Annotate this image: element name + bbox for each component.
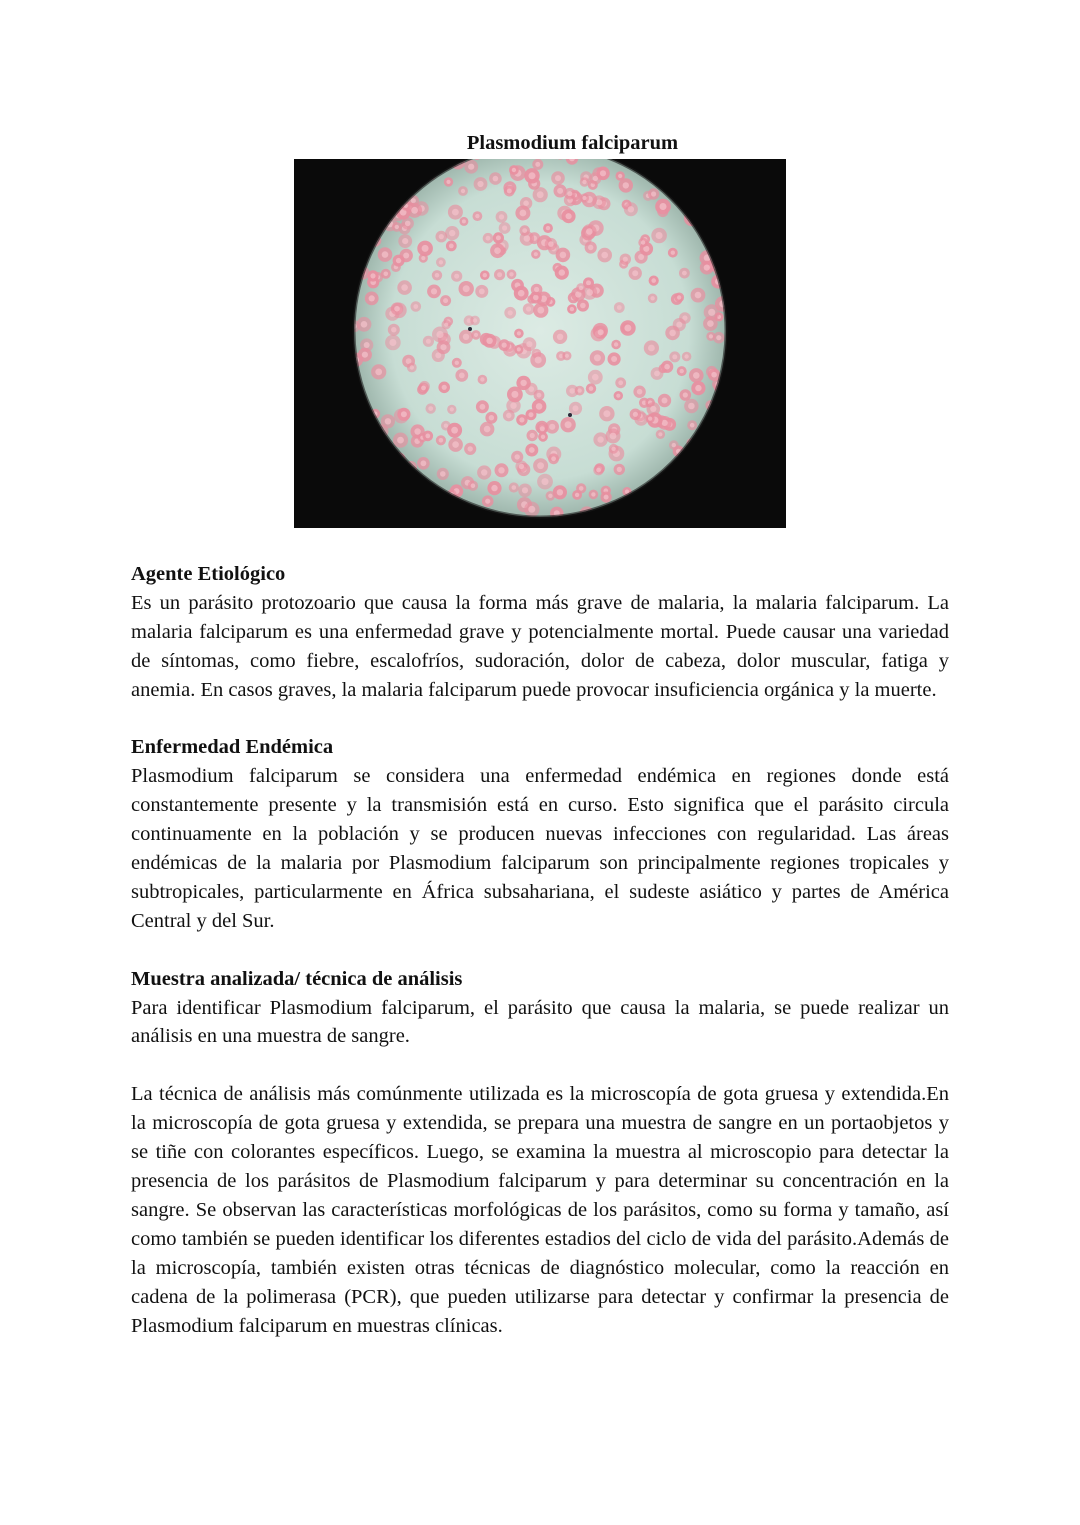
- cell-center: [546, 226, 550, 230]
- cell-center: [617, 305, 622, 310]
- cell-center: [512, 168, 516, 172]
- cell-center: [522, 228, 527, 233]
- cell-center: [450, 407, 454, 411]
- section-heading-endemica: Enfermedad Endémica: [131, 736, 334, 759]
- cell-center: [362, 352, 368, 358]
- cell-center: [507, 189, 512, 194]
- cell-center: [515, 454, 520, 459]
- cell-center: [569, 388, 575, 394]
- cell-center: [528, 506, 535, 513]
- cell-center: [395, 225, 399, 229]
- cell-center: [704, 265, 710, 271]
- cell-center: [442, 385, 447, 390]
- cell-center: [618, 174, 622, 178]
- cell-center: [473, 318, 477, 322]
- cell-center: [444, 424, 448, 428]
- cell-center: [565, 354, 569, 358]
- document-body: [131, 560, 949, 1340]
- cell-center: [517, 331, 521, 335]
- blood-smear-figure: [294, 159, 786, 528]
- cell-center: [662, 398, 668, 404]
- cell-center: [617, 467, 622, 472]
- cell-center: [526, 341, 532, 347]
- cell-center: [597, 436, 603, 442]
- cell-center: [529, 412, 534, 417]
- cell-center: [575, 493, 579, 497]
- cell-center: [439, 234, 444, 239]
- cell-center: [403, 253, 409, 259]
- cell-center: [708, 309, 715, 316]
- cell-center: [484, 426, 491, 433]
- cell-center: [598, 329, 604, 335]
- cell-center: [375, 369, 382, 376]
- cell-center: [421, 256, 425, 260]
- cell-center: [582, 196, 586, 200]
- paragraph-endemica: Plasmodium falciparum se considera una enfermedad endémica en regiones donde está constantemente presente y la transmisión está en curso. Esto significa que el parásito circula continuamente en la población y se producen nuevas infecciones con regularidad. Las áreas endémicas de la malaria por Plasmodium falciparum son principalmente regiones tropicales y subtropicales, particularmente en África subsahariana, el sudeste asiático y partes de América Central y del Sur.: [131, 765, 949, 932]
- cell-center: [604, 495, 609, 500]
- paragraph-muestra-intro: Para identificar Plasmodium falciparum, el parásito que causa la malaria, se puede realizar un análisis en una muestra de sangre.: [131, 996, 949, 1048]
- cell-center: [579, 286, 583, 290]
- section-heading-muestra: Muestra analizada/ técnica de análisis: [131, 967, 463, 990]
- cell-center: [672, 354, 677, 359]
- cell-center: [541, 435, 545, 439]
- cell-center: [637, 389, 643, 395]
- cell-center: [660, 203, 667, 210]
- cell-center: [443, 298, 448, 303]
- cell-center: [611, 447, 615, 451]
- cell-center: [624, 325, 631, 332]
- cell-center: [440, 471, 446, 477]
- cell-center: [548, 241, 554, 247]
- cell-center: [566, 213, 572, 219]
- cell-center: [682, 271, 687, 276]
- cell-center: [509, 272, 513, 276]
- cell-center: [534, 287, 539, 292]
- cell-center: [435, 273, 440, 278]
- cell-center: [530, 433, 535, 438]
- cell-center: [535, 357, 542, 364]
- cell-center: [519, 464, 524, 469]
- cell-center: [648, 417, 652, 421]
- cell-center: [522, 487, 528, 493]
- cell-center: [411, 207, 418, 214]
- cell-center: [449, 230, 455, 236]
- cell-center: [651, 191, 656, 196]
- cell-center: [548, 494, 552, 498]
- cell-center: [651, 278, 656, 283]
- page-title: Plasmodium falciparum: [466, 132, 679, 154]
- cell-center: [455, 361, 459, 365]
- cell-center: [391, 327, 396, 332]
- cell-center: [560, 252, 567, 259]
- cell-center: [480, 404, 486, 410]
- cell-center: [684, 354, 688, 358]
- cell-center: [690, 423, 695, 428]
- cell-center: [489, 415, 494, 420]
- cell-center: [497, 272, 502, 277]
- cell-center: [677, 295, 681, 299]
- cell-center: [440, 344, 446, 350]
- cell-center: [405, 221, 411, 227]
- cell-center: [463, 334, 469, 340]
- cell-center: [535, 162, 540, 167]
- cell-center: [382, 251, 389, 258]
- cell-center: [494, 247, 501, 254]
- cell-center: [592, 374, 599, 381]
- cell-center: [483, 273, 487, 277]
- cell-center: [537, 393, 542, 398]
- cell-center: [518, 290, 525, 297]
- cell-center: [623, 182, 629, 188]
- cell-center: [537, 307, 544, 314]
- cell-center: [549, 424, 555, 430]
- cell-center: [672, 443, 676, 447]
- cell-center: [411, 198, 416, 203]
- cell-center: [520, 380, 526, 386]
- cell-center: [579, 486, 584, 491]
- cell-center: [498, 467, 504, 473]
- cell-center: [502, 343, 507, 348]
- cell-center: [656, 232, 663, 239]
- cell-center: [481, 469, 487, 475]
- cell-center: [559, 269, 565, 275]
- cell-center: [459, 373, 465, 379]
- cell-center: [557, 489, 563, 495]
- cell-center: [425, 434, 430, 439]
- cell-center: [573, 405, 579, 411]
- cell-center: [654, 371, 660, 377]
- cell-center: [610, 433, 617, 440]
- cell-center: [537, 191, 544, 198]
- cell-center: [586, 228, 593, 235]
- cell-center: [439, 260, 443, 264]
- cell-center: [384, 272, 389, 277]
- cell-center: [693, 372, 700, 379]
- cell-center: [410, 365, 414, 369]
- cell-center: [361, 321, 368, 328]
- cell-center: [638, 254, 644, 260]
- cell-center: [510, 403, 516, 409]
- cell-center: [567, 191, 572, 196]
- cell-center: [439, 438, 444, 443]
- cell-center: [650, 406, 656, 412]
- cell-center: [557, 188, 563, 194]
- cell-center: [401, 411, 407, 417]
- cell-center: [695, 385, 701, 391]
- cell-center: [618, 380, 623, 385]
- cell-center: [468, 446, 473, 451]
- cell-center: [633, 412, 638, 417]
- cell-center: [479, 289, 485, 295]
- cell-center: [596, 468, 601, 473]
- cell-center: [385, 418, 391, 424]
- cell-center: [650, 296, 654, 300]
- cell-center: [671, 251, 675, 255]
- cell-center: [648, 345, 655, 352]
- cell-center: [506, 413, 511, 418]
- cell-center: [508, 310, 513, 315]
- cell-center: [462, 219, 466, 223]
- cell-center: [493, 176, 499, 182]
- cell-center: [502, 225, 507, 230]
- cell-center: [632, 270, 638, 276]
- cell-center: [557, 334, 563, 340]
- cell-center: [421, 460, 427, 466]
- parasite-dot: [468, 327, 472, 331]
- cell-center: [664, 364, 670, 370]
- cell-center: [711, 372, 717, 378]
- cell-center: [369, 295, 375, 301]
- cell-center: [519, 417, 524, 422]
- cell-center: [512, 485, 517, 490]
- cell-center: [565, 421, 572, 428]
- cell-center: [603, 410, 610, 417]
- cell-center: [402, 238, 408, 244]
- cell-center: [586, 289, 593, 296]
- cell-center: [526, 306, 531, 311]
- cell-center: [680, 369, 684, 373]
- cell-center: [444, 323, 448, 327]
- cell-center: [454, 274, 459, 279]
- cell-center: [540, 426, 545, 431]
- paragraph-agente: Es un parásito protozoario que causa la forma más grave de malaria, la malaria falciparum. La malaria falciparum es una enfermedad grave y potencialmente mortal. Puede causar una variedad de síntomas, como fiebre, escalofríos, sudoración, dolor de cabeza, dolor muscular, fatiga y anemia. En casos graves, la malaria falciparum puede provocar insuficiencia orgánica y la muerte.: [131, 591, 949, 701]
- cell-center: [601, 252, 608, 259]
- cell-center: [475, 214, 479, 218]
- cell-center: [486, 338, 492, 344]
- section-heading-agente: Agente Etiológico: [131, 563, 286, 585]
- cell-center: [551, 456, 556, 461]
- cell-center: [709, 334, 713, 338]
- cell-center: [474, 333, 478, 337]
- cell-center: [520, 210, 527, 217]
- cell-center: [536, 403, 543, 410]
- cell-center: [436, 331, 443, 338]
- cell-center: [463, 285, 470, 292]
- cell-center: [586, 280, 591, 285]
- cell-center: [480, 377, 484, 381]
- cell-center: [364, 342, 370, 348]
- cell-center: [588, 245, 593, 250]
- cell-center: [413, 304, 418, 309]
- cell-center: [537, 462, 544, 469]
- cell-center: [628, 206, 634, 212]
- cell-center: [577, 388, 581, 392]
- cell-center: [426, 339, 431, 344]
- cell-center: [523, 200, 529, 206]
- cell-center: [468, 164, 474, 170]
- cell-center: [452, 441, 459, 448]
- cell-center: [707, 320, 714, 327]
- cell-center: [421, 386, 426, 391]
- cell-center: [485, 499, 490, 504]
- cell-center: [589, 386, 594, 391]
- cell-center: [394, 306, 400, 312]
- cell-center: [461, 189, 465, 193]
- cell-center: [716, 335, 721, 340]
- cell-center: [529, 172, 536, 179]
- cell-center: [428, 406, 433, 411]
- cell-center: [517, 347, 521, 351]
- cell-center: [616, 394, 620, 398]
- cell-center: [611, 356, 617, 362]
- cell-center: [401, 284, 408, 291]
- cell-center: [370, 273, 375, 278]
- cell-center: [452, 209, 459, 216]
- cell-center: [449, 244, 454, 249]
- cell-center: [614, 342, 618, 346]
- cell-center: [389, 339, 396, 346]
- cell-center: [542, 478, 549, 485]
- cell-center: [524, 235, 531, 242]
- cell-center: [491, 485, 497, 491]
- cell-center: [582, 180, 586, 184]
- cell-center: [683, 392, 688, 397]
- cell-center: [511, 391, 518, 398]
- cell-center: [669, 330, 676, 337]
- cell-center: [422, 245, 429, 252]
- cell-center: [534, 252, 538, 256]
- cell-center: [397, 437, 404, 444]
- cell-center: [471, 483, 476, 488]
- cell-center: [486, 236, 491, 241]
- cell-center: [446, 180, 450, 184]
- parasite-dot: [568, 413, 572, 417]
- cell-center: [623, 257, 628, 262]
- cell-center: [529, 447, 535, 453]
- cell-center: [600, 170, 606, 176]
- paragraph-tecnica: La técnica de análisis más comúnmente utilizada es la microscopía de gota gruesa y extendida.En la microscopía de gota gruesa y extendida, se prepara una muestra de sangre en un portaobjetos y se tiñe con colorantes específicos. Luego, se examina la muestra al microscopio para detectar la presencia de los parásitos de Plasmodium falciparum y para determinar su concentración en la sangre. Se observan las características morfológicas de los parásitos, como su forma y tamaño, así como también se pueden identificar los diferentes estadios del ciclo de vida del parásito.Además de la microscopía, también existen otras técnicas de diagnóstico molecular, como la reacción en cadena de la polimerasa (PCR), que pueden utilizarse para detectar y confirmar la presencia de Plasmodium falciparum en muestras clínicas.: [131, 1083, 949, 1337]
- cell-center: [594, 354, 601, 361]
- cell-center: [555, 175, 561, 181]
- cell-center: [688, 403, 695, 410]
- cell-center: [591, 492, 595, 496]
- cell-center: [477, 181, 483, 187]
- cell-center: [580, 303, 586, 309]
- cell-center: [570, 307, 574, 311]
- cell-center: [641, 240, 645, 244]
- cell-center: [658, 432, 662, 436]
- cell-center: [695, 292, 702, 299]
- cell-center: [676, 322, 682, 328]
- cell-center: [499, 214, 504, 219]
- cell-center: [533, 295, 539, 301]
- cell-center: [431, 288, 437, 294]
- cell-center: [451, 427, 458, 434]
- microscope-blood-smear-image: [294, 159, 786, 528]
